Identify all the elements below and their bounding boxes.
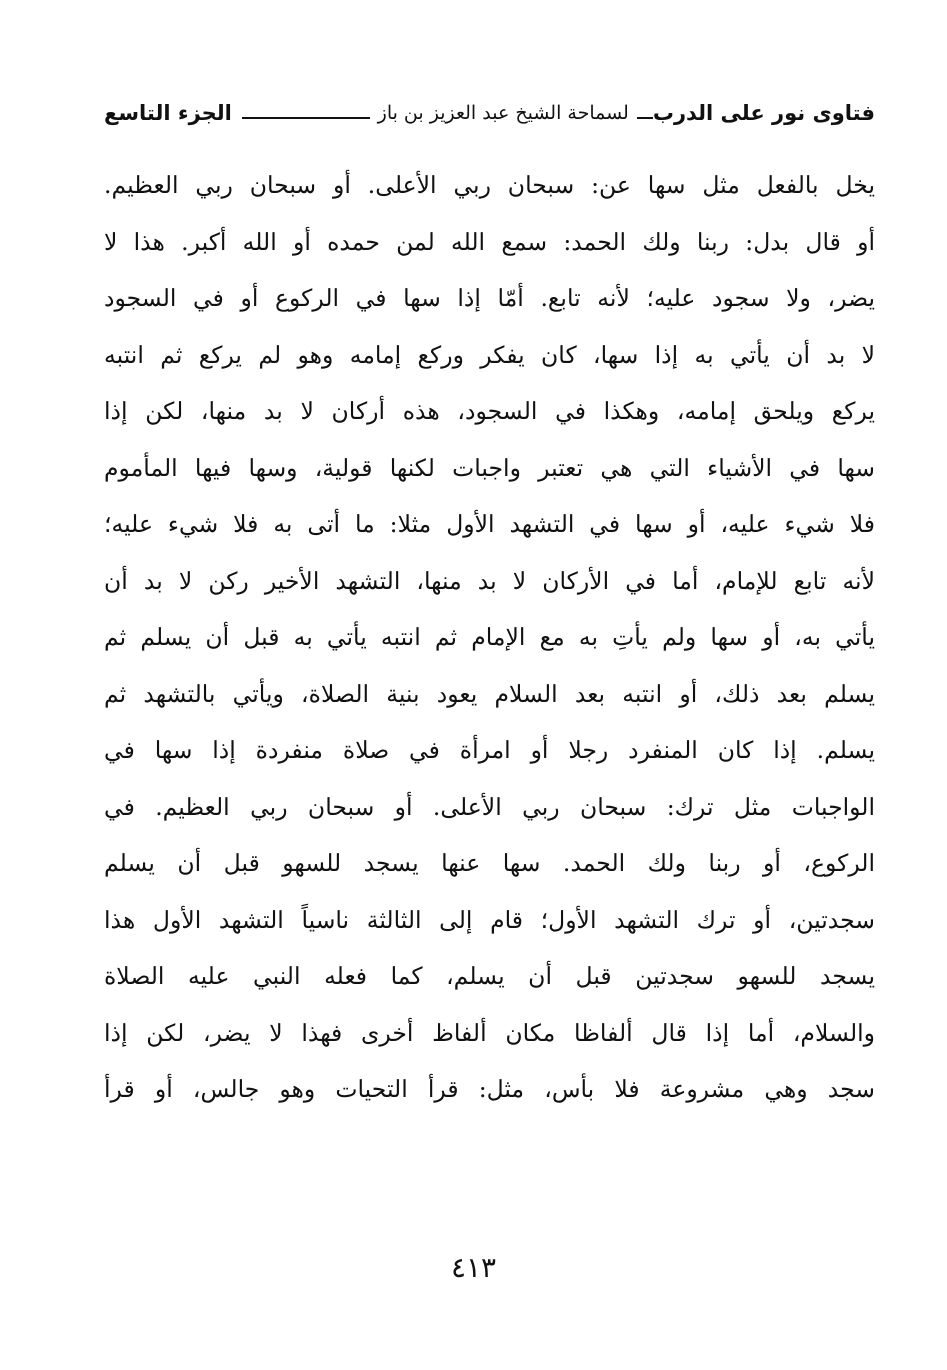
text-line: سها في الأشياء التي هي تعتبر واجبات لكنها قولية، وسها فيها المأموم (104, 453, 875, 482)
author-name: لسماحة الشيخ عبد العزيز بن باز (377, 102, 629, 124)
text-line: أو قال بدل: ربنا ولك الحمد: سمع الله لمن حمده أو الله أكبر. هذا لا (104, 227, 875, 256)
running-header (104, 94, 875, 128)
text-line: يسجد للسهو سجدتين قبل أن يسلم، كما فعله النبي عليه الصلاة (104, 962, 875, 990)
text-line: الواجبات مثل ترك: سبحان ربي الأعلى. أو سبحان ربي العظيم. في (104, 792, 875, 821)
volume-part: الجزء التاسع (104, 101, 232, 125)
text-line: سجدتين، أو ترك التشهد الأول؛ قام إلى الثالثة ناسياً التشهد الأول هذا (104, 905, 875, 934)
text-line: يسلم بعد ذلك، أو انتبه بعد السلام يعود بنية الصلاة، ويأتي بالتشهد ثم (104, 679, 875, 708)
header-separator (637, 117, 653, 119)
book-title: فتاوى نور على الدرب (652, 101, 875, 125)
text-line: يأتي به، أو سها ولم يأتِ به مع الإمام ثم انتبه يأتي به قبل أن يسلم ثم (104, 623, 875, 651)
text-line: لأنه تابع للإمام، أما في الأركان لا بد منها، التشهد الأخير ركن لا بد أن (104, 566, 875, 595)
page-number: ٤١٣ (450, 1251, 497, 1284)
text-line: يسلم. إذا كان المنفرد رجلا أو امرأة في صلاة منفردة إذا سها في (104, 736, 875, 764)
text-line: الركوع، أو ربنا ولك الحمد. سها عنها يسجد للسهو قبل أن يسلم (104, 849, 875, 877)
text-line: فلا شيء عليه، أو سها في التشهد الأول مثلا: ما أتى به فلا شيء عليه؛ (104, 510, 875, 538)
text-line: يركع ويلحق إمامه، وهكذا في السجود، هذه أركان لا بد منها، لكن إذا (104, 397, 875, 425)
text-line: والسلام، أما إذا قال ألفاظا مكان ألفاظ أخرى فهذا لا يضر، لكن إذا (104, 1018, 875, 1047)
text-line: يضر، ولا سجود عليه؛ لأنه تابع. أمّا إذا سها في الركوع أو في السجود (104, 284, 875, 312)
body-text (104, 163, 875, 1124)
header-rule (242, 117, 370, 119)
text-line: يخل بالفعل مثل سها عن: سبحان ربي الأعلى. أو سبحان ربي العظيم. (104, 171, 875, 199)
text-line: لا بد أن يأتي به إذا سها، كان يفكر وركع إمامه وهو لم يركع ثم انتبه (104, 340, 875, 369)
text-line: سجد وهي مشروعة فلا بأس، مثل: قرأ التحيات وهو جالس، أو قرأ (104, 1075, 875, 1103)
